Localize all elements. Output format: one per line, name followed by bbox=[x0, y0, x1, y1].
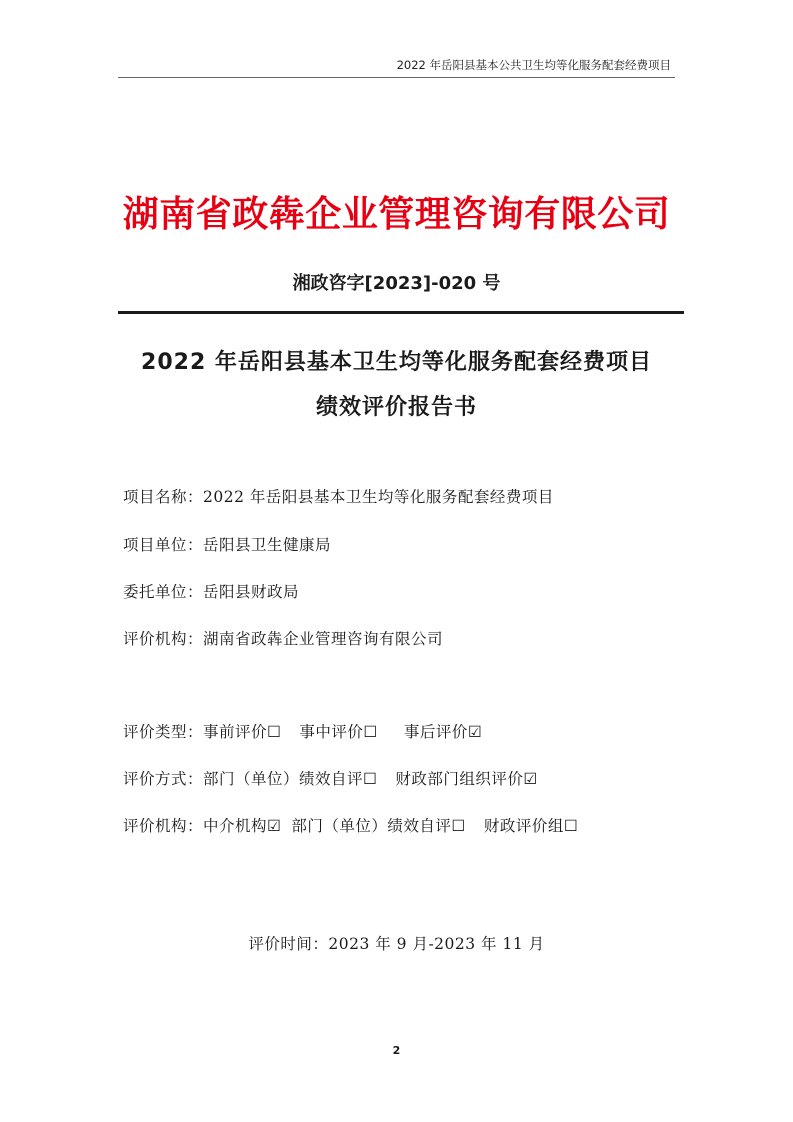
evaluation-organization: 评价机构：湖南省政犇企业管理咨询有限公司 bbox=[123, 630, 444, 648]
letterhead-rule bbox=[118, 311, 684, 314]
evaluation-body-option-self: 部门（单位）绩效自评☐ bbox=[291, 817, 466, 835]
report-title-line-2: 绩效评价报告书 bbox=[315, 395, 477, 420]
report-title-line-1: 2022 年岳阳县基本卫生均等化服务配套经费项目 bbox=[141, 350, 652, 375]
company-letterhead: 湖南省政犇企业管理咨询有限公司 bbox=[122, 194, 671, 235]
evaluation-body-row bbox=[123, 814, 578, 836]
evaluation-type-option-post: 事后评价☑ bbox=[403, 723, 483, 741]
evaluation-method-row bbox=[123, 767, 538, 789]
evaluation-type-option-mid: 事中评价☐ bbox=[299, 723, 378, 741]
project-name: 项目名称：2022 年岳阳县基本卫生均等化服务配套经费项目 bbox=[123, 488, 554, 506]
entrusting-unit: 委托单位：岳阳县财政局 bbox=[123, 583, 300, 601]
page-number: 2 bbox=[392, 1044, 401, 1057]
evaluation-type-option-pre: 事前评价☐ bbox=[203, 723, 282, 741]
evaluation-type-row bbox=[123, 720, 482, 742]
evaluation-time: 评价时间：2023 年 9 月-2023 年 11 月 bbox=[248, 935, 545, 953]
evaluation-method-label: 评价方式： bbox=[123, 770, 204, 788]
evaluation-body-option-finance: 财政评价组☐ bbox=[483, 817, 579, 835]
header-rule bbox=[118, 77, 675, 78]
running-header: 2022 年岳阳县基本公共卫生均等化服务配套经费项目 bbox=[396, 58, 671, 72]
evaluation-method-option-finance: 财政部门组织评价☑ bbox=[395, 770, 538, 788]
evaluation-body-option-agency: 中介机构☑ bbox=[203, 817, 282, 835]
evaluation-body-label: 评价机构： bbox=[123, 817, 204, 835]
document-number: 湘政咨字[2023]-020 号 bbox=[292, 273, 501, 294]
project-unit: 项目单位：岳阳县卫生健康局 bbox=[123, 536, 332, 554]
evaluation-method-option-self: 部门（单位）绩效自评☐ bbox=[203, 770, 378, 788]
evaluation-type-label: 评价类型： bbox=[123, 723, 204, 741]
